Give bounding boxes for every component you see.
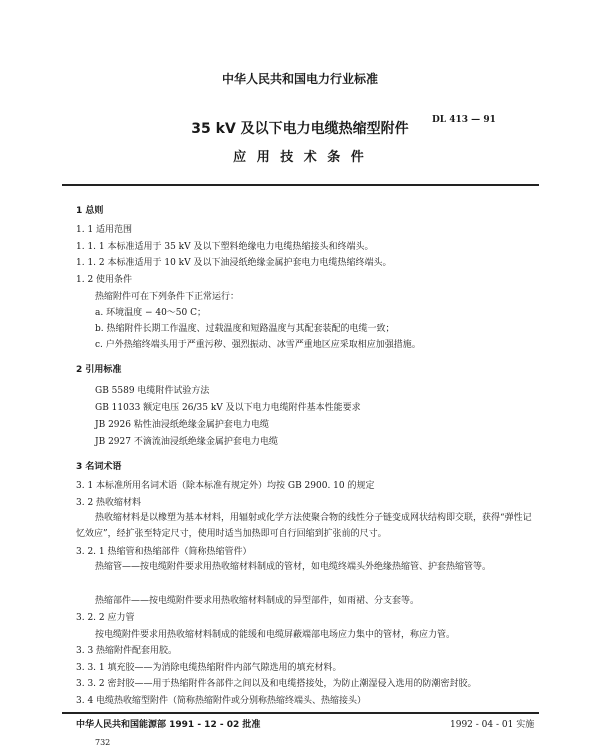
page-number: 732 (95, 738, 111, 747)
clause-3-1: 3. 1 本标准所用名词术语（除本标准有规定外）均按 GB 2900. 10 的规定 (76, 481, 375, 491)
reference-item: JB 2927 不滴流油浸纸绝缘金属护套电力电缆 (95, 437, 278, 447)
clause-1-1: 1. 1 适用范围 (76, 225, 133, 235)
clause-1-2: 1. 2 使用条件 (76, 275, 133, 285)
reference-item: JB 2926 粘性油浸纸绝缘金属护套电力电缆 (95, 420, 269, 430)
clause-3-3-1: 3. 3. 1 填充胶——为消除电缆热缩附件内部气隙选用的填充材料。 (76, 663, 342, 673)
reference-item: GB 11033 额定电压 26/35 kV 及以下电力电缆附件基本性能要求 (95, 403, 361, 413)
clause-3-3-2: 3. 3. 2 密封胶——用于热缩附件各部件之间以及和电缆搭接处，为防止潮湿侵入选用的防潮密封胶。 (76, 679, 477, 689)
implementation-date: 1992 - 04 - 01 实施 (450, 720, 535, 730)
header-rule (62, 184, 539, 186)
condition-a: a. 环境温度 − 40～50 C； (95, 308, 207, 318)
industry-standard-title: 中华人民共和国电力行业标准 (221, 72, 378, 86)
clause-3-2-1-heat-shrink-tube: 热缩管——按电缆附件要求用热收缩材料制成的管材，如电缆终端头外绝缘热缩管、护套热缩管等。 (95, 562, 492, 572)
clause-1-1-1: 1. 1. 1 本标准适用于 35 kV 及以下塑料绝缘电力电缆热缩接头和终端头。 (76, 242, 374, 252)
clause-3-2-paragraph: 热收缩材料是以橡塑为基本材料，用辐射或化学方法使聚合物的线性分子链变成网状结构即交联，获得“弹性记忆效应”，经扩张至特定尺寸，使用时适当加热即可自行回缩到扩张前的尺寸。 (76, 513, 532, 539)
reference-item: GB 5589 电缆附件试验方法 (95, 386, 210, 396)
condition-c: c. 户外热缩终端头用于严重污秽、强烈振动、冰雪严重地区应采取相应加强措施。 (95, 340, 421, 350)
clause-3-2-2-paragraph: 按电缆附件要求用热收缩材料制成的能缓和电缆屏蔽端部电场应力集中的管材，称应力管。 (95, 630, 456, 640)
clause-3-2-2: 3. 2. 2 应力管 (76, 613, 135, 623)
clause-3-2-1: 3. 2. 1 热缩管和热缩部件（简称热缩管件） (76, 547, 252, 557)
approval-note: 中华人民共和国能源部 1991 - 12 - 02 批准 (76, 720, 261, 730)
clause-3-2: 3. 2 热收缩材料 (76, 498, 142, 508)
standard-code: DL 413 — 91 (432, 115, 496, 125)
section-2-title: 2 引用标准 (76, 365, 122, 375)
clause-3-4: 3. 4 电缆热收缩型附件（简称热缩附件或分别称热缩终端头、热缩接头） (76, 696, 367, 706)
clause-1-1-2: 1. 1. 2 本标准适用于 10 kV 及以下油浸纸绝缘金属护套电力电缆热缩终端头。 (76, 258, 392, 268)
footer-rule (62, 712, 539, 714)
conditions-intro: 热缩附件可在下列条件下正常运行： (95, 292, 240, 302)
clause-3-3: 3. 3 热缩附件配套用胶。 (76, 646, 178, 656)
document-subtitle: 应 用 技 术 条 件 (233, 150, 367, 165)
section-3-title: 3 名词术语 (76, 462, 122, 472)
document-title: 35 kV 及以下电力电缆热缩型附件 (191, 121, 409, 137)
section-1-title: 1 总则 (76, 206, 104, 216)
condition-b: b. 热缩附件长期工作温度、过载温度和短路温度与其配套装配的电缆一致； (95, 324, 395, 334)
clause-3-2-1-heat-shrink-part: 热缩部件——按电缆附件要求用热收缩材料制成的异型部件，如雨裙、分支套等。 (95, 596, 420, 606)
